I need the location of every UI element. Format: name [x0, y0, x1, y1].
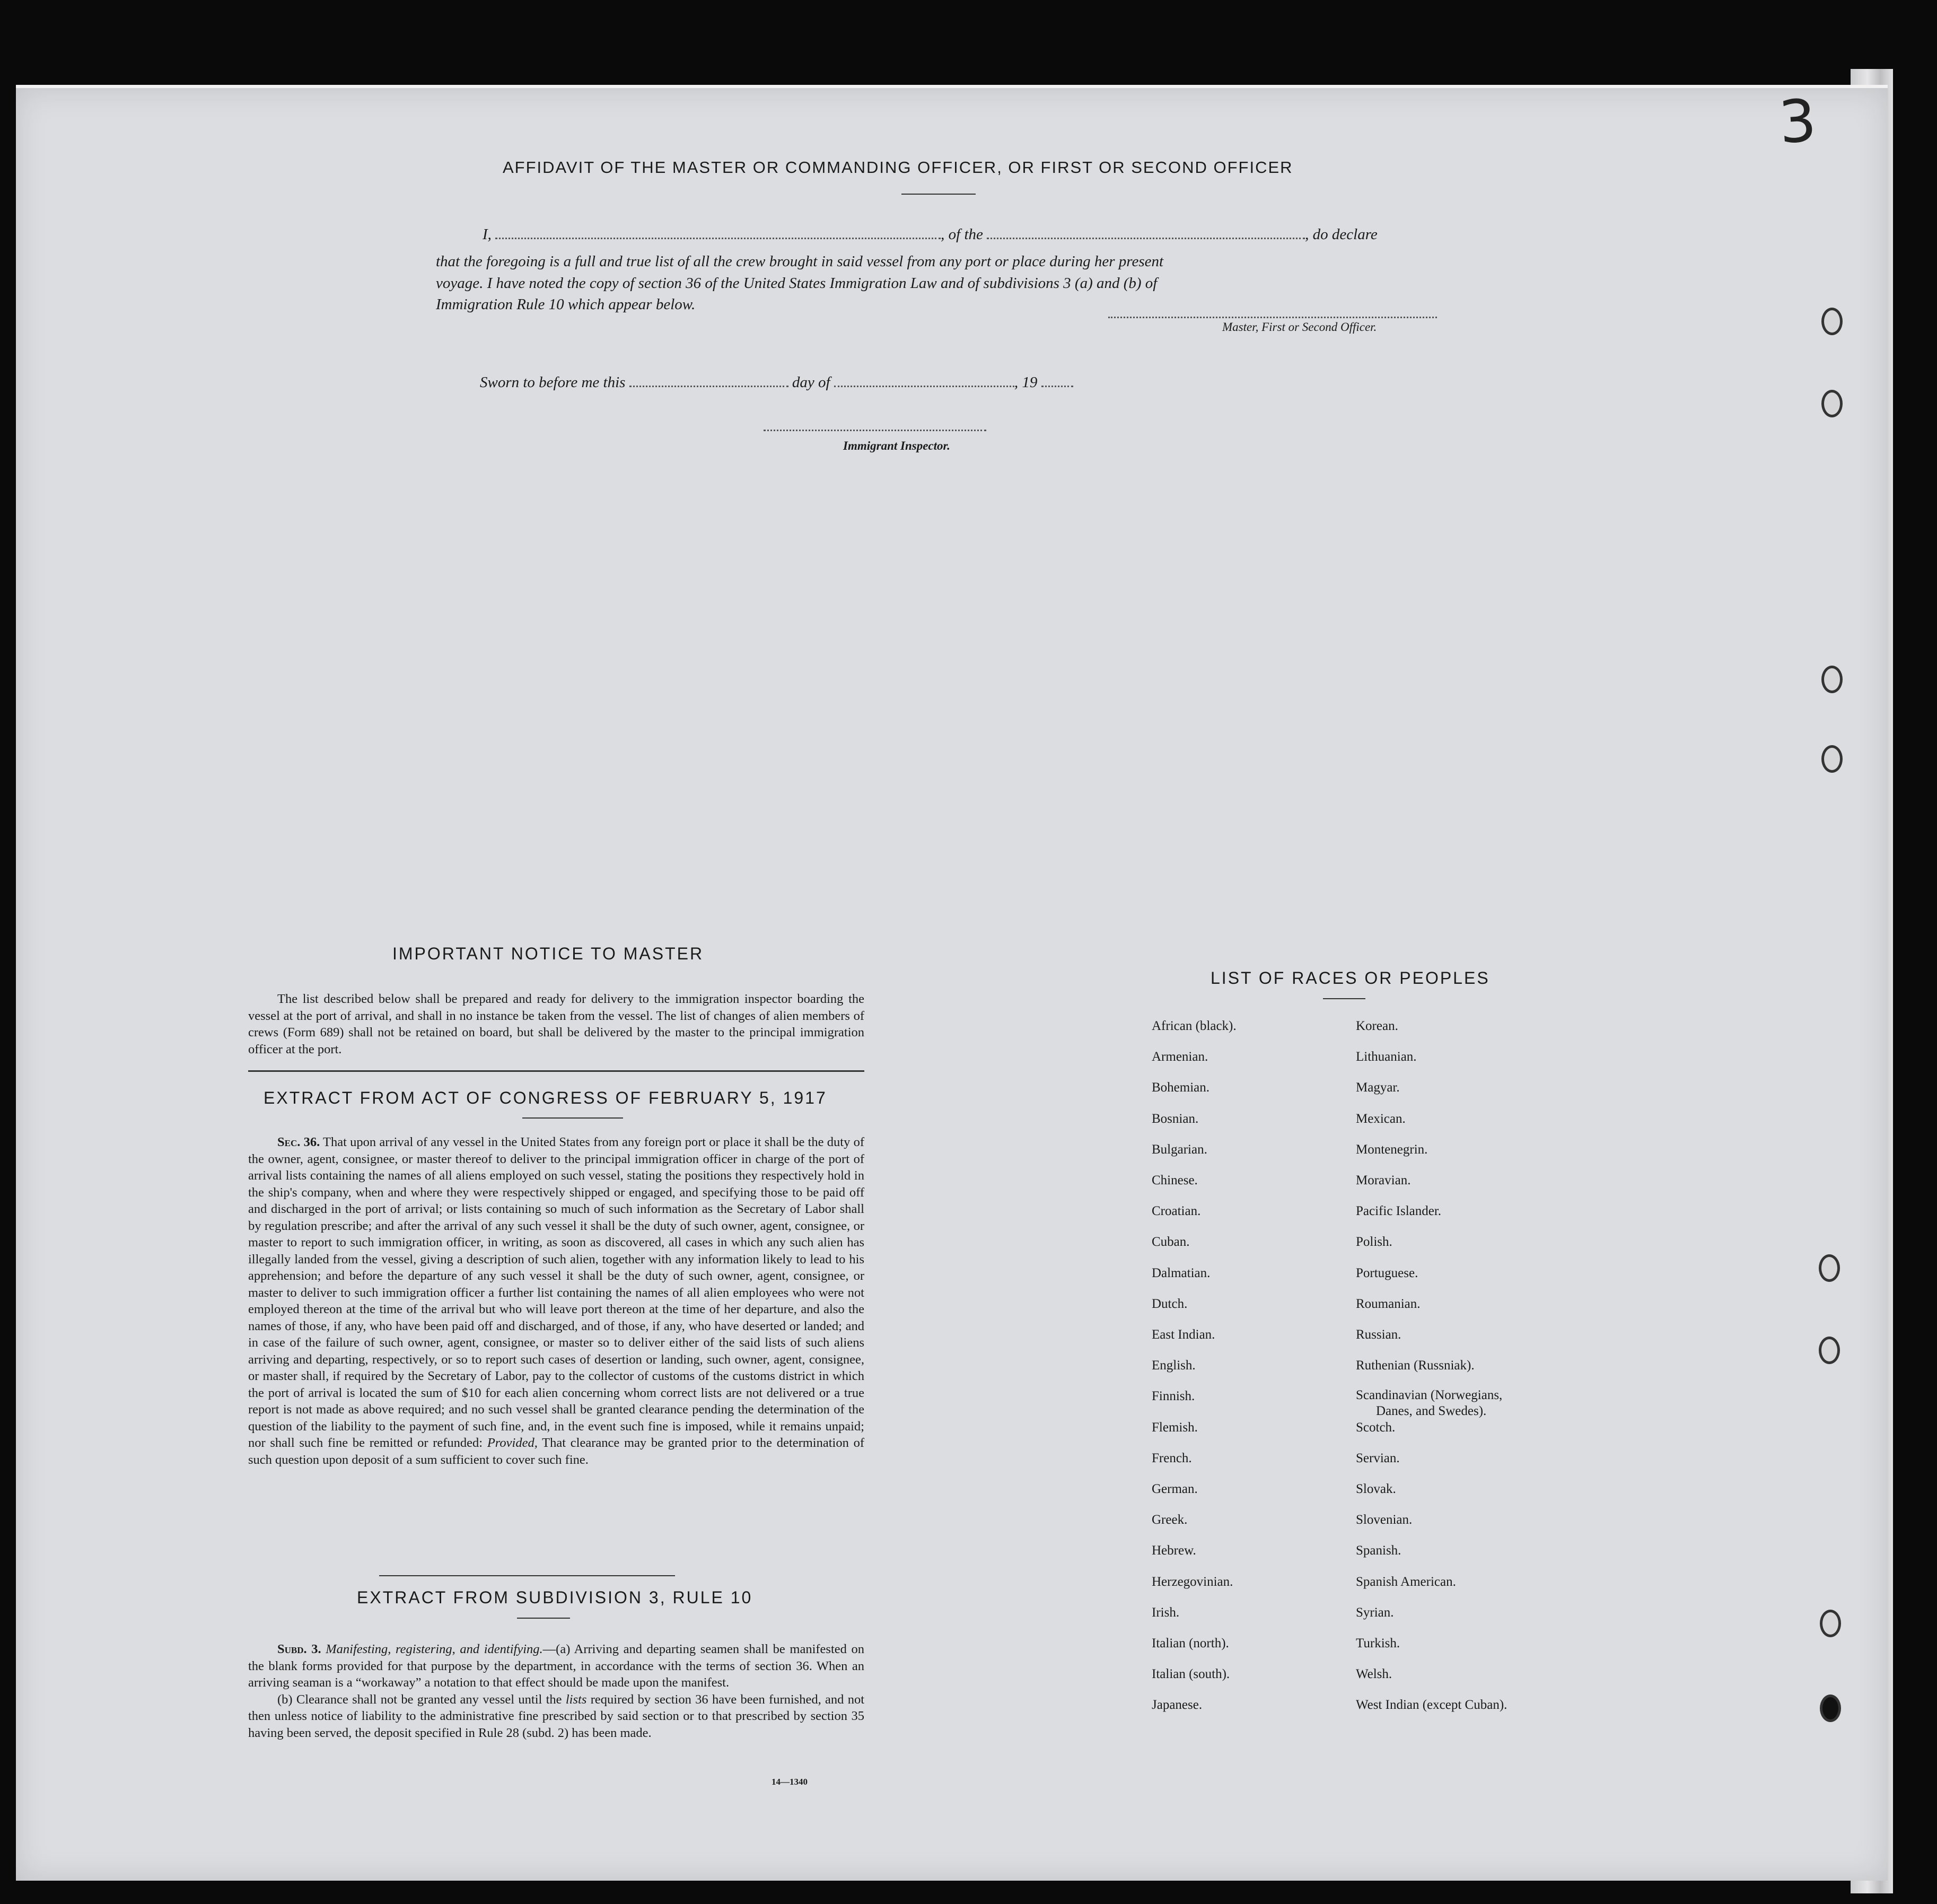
- heading-rule: [1323, 998, 1365, 999]
- race-item: Roumanian.: [1356, 1296, 1421, 1311]
- punch-hole: [1820, 1610, 1841, 1637]
- race-item: Italian (north).: [1152, 1636, 1229, 1650]
- race-item: Chinese.: [1152, 1173, 1198, 1187]
- inspector-signature-line[interactable]: [764, 430, 986, 431]
- affidavit-statement-2: voyage. I have noted the copy of section 36 of the United States Immigration Law and of subdivisions 3 (a) and (b) of: [436, 275, 1158, 292]
- form-number: 14—1340: [772, 1777, 808, 1787]
- race-item: Hebrew.: [1152, 1543, 1196, 1558]
- race-item: Bosnian.: [1152, 1111, 1199, 1126]
- sworn-year-field[interactable]: [1041, 386, 1073, 387]
- para-b-label: (b): [277, 1692, 293, 1707]
- sworn-line: [480, 374, 1073, 391]
- race-item: Japanese.: [1152, 1698, 1203, 1713]
- race-item: Slovenian.: [1356, 1513, 1413, 1527]
- race-item: Cuban.: [1152, 1235, 1190, 1250]
- race-item: Scotch.: [1356, 1420, 1396, 1435]
- do-declare-label: , do declare: [1305, 226, 1378, 243]
- race-item: Armenian.: [1152, 1050, 1208, 1064]
- para-a-text: Arriving and departing seamen shall be manifested on the blank forms provided for that purpose by the department, in accordance with the terms of section 36. When an arriving seaman is a “workaway” a notation to that effect should be made upon the manifest.: [248, 1642, 864, 1690]
- rule-extract-heading: EXTRACT FROM SUBDIVISION 3, RULE 10: [357, 1588, 753, 1607]
- race-item: Irish.: [1152, 1605, 1180, 1620]
- proviso-word: Provided,: [487, 1436, 538, 1450]
- race-item: Turkish.: [1356, 1636, 1400, 1650]
- signature-line[interactable]: [1108, 317, 1437, 318]
- declarant-name-field[interactable]: [495, 238, 941, 239]
- inspector-label: Immigrant Inspector.: [843, 439, 950, 452]
- vessel-field[interactable]: [987, 238, 1305, 239]
- races-heading: LIST OF RACES OR PEOPLES: [1211, 968, 1490, 988]
- para-b-post: required by section 36 have been furnished, and not then unless notice of liability to the administrative fine prescribed by said section or to that prescribed by section 35 having been served, the deposit specified in Rule 28 (subd. 2) has been made.: [248, 1692, 865, 1740]
- race-item: German.: [1152, 1482, 1198, 1496]
- race-item: Slovak.: [1356, 1482, 1396, 1496]
- affidavit-statement-3: Immigration Rule 10 which appear below.: [436, 296, 696, 313]
- section-36-text: That upon arrival of any vessel in the United States from any foreign port or place it shall be the duty of the owner, agent, consignee, or master thereof to deliver to the principal immigration officer in charge of the port of arrival lists containing the names of all aliens employed on such vessel, stating the positions they respectively hold in the ship's company, when and where they were respectively shipped or engaged, and specifying those to be paid off and discharged in the port of arrival; or lists containing so much of such information as the Secretary of Labor shall by regulation prescribe; and after the arrival of any such vessel it shall be the duty of such owner, agent, consignee, or master to report to such immigration officer, in writing, as soon as discovered, all cases in which any such alien has illegally landed from the vessel, giving a description of such alien, together with any information likely to lead to his apprehension; and before the departure of any such vessel it shall be the duty of such owner, agent, consignee, or master to deliver to such immigration officer a further list containing the names of all alien employees who were not employed thereon at the time of the arrival but who will leave port thereon at the time of her departure, and also the names of those, if any, who have been paid off and discharged, and of those, if any, who have deserted or landed; and in case of the failure of such owner, agent, consignee, or master so to deliver either of the said lists of such aliens arriving and departing, respectively, or so to report such cases of desertion or landing, such owner, agent, consignee, or master shall, if required by the Secretary of Labor, pay to the collector of customs of the customs district in which the port of arrival is located the sum of $10 for each alien concerning whom correct lists are not delivered or a true report is not made as above required; and no such vessel shall be granted clearance pending the determination of the question of the liability to the payment of such fine, and, in the event such fine is imposed, while it remains unpaid; nor shall such fine be remitted or refunded:: [248, 1135, 864, 1450]
- race-item: Dalmatian.: [1152, 1265, 1211, 1280]
- proviso-text: That clearance may be granted prior to the determination of such question upon deposit of a sum sufficient to cover such fine.: [248, 1436, 864, 1467]
- punch-hole: [1821, 745, 1843, 773]
- sworn-year-label: , 19: [1014, 374, 1038, 391]
- para-b-pre: Clearance shall not be granted any vessel until the: [296, 1692, 562, 1707]
- affidavit-statement-1: that the foregoing is a full and true list of all the crew brought in said vessel from any port or place during her present: [436, 253, 1164, 270]
- para-b-lists: lists: [565, 1692, 587, 1707]
- sworn-day-field[interactable]: [629, 386, 788, 387]
- race-item: Spanish American.: [1356, 1574, 1456, 1589]
- race-item: Russian.: [1356, 1327, 1401, 1342]
- section-rule: [379, 1575, 675, 1576]
- notice-heading: IMPORTANT NOTICE TO MASTER: [392, 944, 704, 963]
- punch-hole: [1819, 1337, 1840, 1364]
- race-item: Lithuanian.: [1356, 1050, 1417, 1064]
- race-item: Syrian.: [1356, 1605, 1394, 1620]
- notice-paragraph: The list described below shall be prepared and ready for delivery to the immigration inspector boarding the vessel at the port of arrival, and shall in no instance be taken from the vessel. The list of changes of alien members of crews (Form 689) shall not be retained on board, but shall be delivered by the master to the principal immigration officer at the port.: [248, 992, 864, 1056]
- punch-hole: [1821, 666, 1843, 693]
- race-item: Mexican.: [1356, 1111, 1406, 1126]
- race-item: Montenegrin.: [1356, 1142, 1428, 1157]
- sworn-day-label: day of: [792, 374, 830, 391]
- punch-hole: [1821, 308, 1843, 335]
- race-item: Servian.: [1356, 1451, 1400, 1465]
- heading-rule: [901, 194, 976, 195]
- race-item: African (black).: [1152, 1019, 1237, 1033]
- document-page: [16, 85, 1888, 1881]
- affidavit-heading: AFFIDAVIT OF THE MASTER OR COMMANDING OFFICER, OR FIRST OR SECOND OFFICER: [503, 158, 1293, 177]
- race-item: East Indian.: [1152, 1327, 1215, 1342]
- para-a-label: —(a): [542, 1642, 571, 1656]
- race-item: Bohemian.: [1152, 1080, 1210, 1095]
- section-rule: [248, 1070, 864, 1072]
- race-item: Polish.: [1356, 1235, 1392, 1250]
- race-item: Welsh.: [1356, 1667, 1392, 1682]
- sworn-month-field[interactable]: [834, 386, 1014, 387]
- race-item: Moravian.: [1356, 1173, 1411, 1187]
- race-item: West Indian (except Cuban).: [1356, 1698, 1507, 1713]
- race-item: Korean.: [1356, 1019, 1398, 1033]
- race-item: Portuguese.: [1356, 1265, 1418, 1280]
- race-item: Spanish.: [1356, 1543, 1401, 1558]
- notice-text: [248, 991, 864, 1058]
- declarant-prefix: I,: [483, 226, 492, 243]
- of-the-label: , of the: [941, 226, 983, 243]
- section-label: Sec. 36.: [277, 1135, 320, 1149]
- race-item: Italian (south).: [1152, 1667, 1230, 1682]
- punch-hole: [1821, 390, 1843, 417]
- race-item: Scandinavian (Norwegians,: [1356, 1388, 1503, 1403]
- punch-hole: [1820, 1695, 1841, 1722]
- page-number: 3: [1776, 86, 1819, 157]
- rule-extract-text: [248, 1641, 864, 1741]
- race-item: Ruthenian (Russniak).: [1356, 1358, 1475, 1373]
- race-item: French.: [1152, 1451, 1192, 1465]
- race-item: English.: [1152, 1358, 1196, 1373]
- race-item: Dutch.: [1152, 1296, 1188, 1311]
- race-item: Bulgarian.: [1152, 1142, 1207, 1157]
- race-item: Pacific Islander.: [1356, 1204, 1442, 1219]
- signature-label: Master, First or Second Officer.: [1222, 320, 1377, 334]
- race-item: Finnish.: [1152, 1389, 1195, 1404]
- race-item: Greek.: [1152, 1513, 1188, 1527]
- subdivision-label: Subd. 3.: [277, 1642, 321, 1656]
- affidavit-declaration-line: [483, 226, 1378, 243]
- sworn-prefix: Sworn to before me this: [480, 374, 626, 391]
- race-item: Flemish.: [1152, 1420, 1198, 1435]
- heading-rule: [522, 1117, 623, 1119]
- race-item-continuation: Danes, and Swedes).: [1376, 1404, 1487, 1418]
- race-item: Magyar.: [1356, 1080, 1400, 1095]
- act-extract-heading: EXTRACT FROM ACT OF CONGRESS OF FEBRUARY 5, 1917: [264, 1088, 827, 1107]
- race-item: Croatian.: [1152, 1204, 1201, 1219]
- punch-hole: [1819, 1254, 1840, 1282]
- subdivision-title: Manifesting, registering, and identifying.: [326, 1642, 543, 1656]
- race-item: Herzegovinian.: [1152, 1574, 1233, 1589]
- act-extract-text: [248, 1134, 864, 1468]
- heading-rule: [517, 1618, 570, 1619]
